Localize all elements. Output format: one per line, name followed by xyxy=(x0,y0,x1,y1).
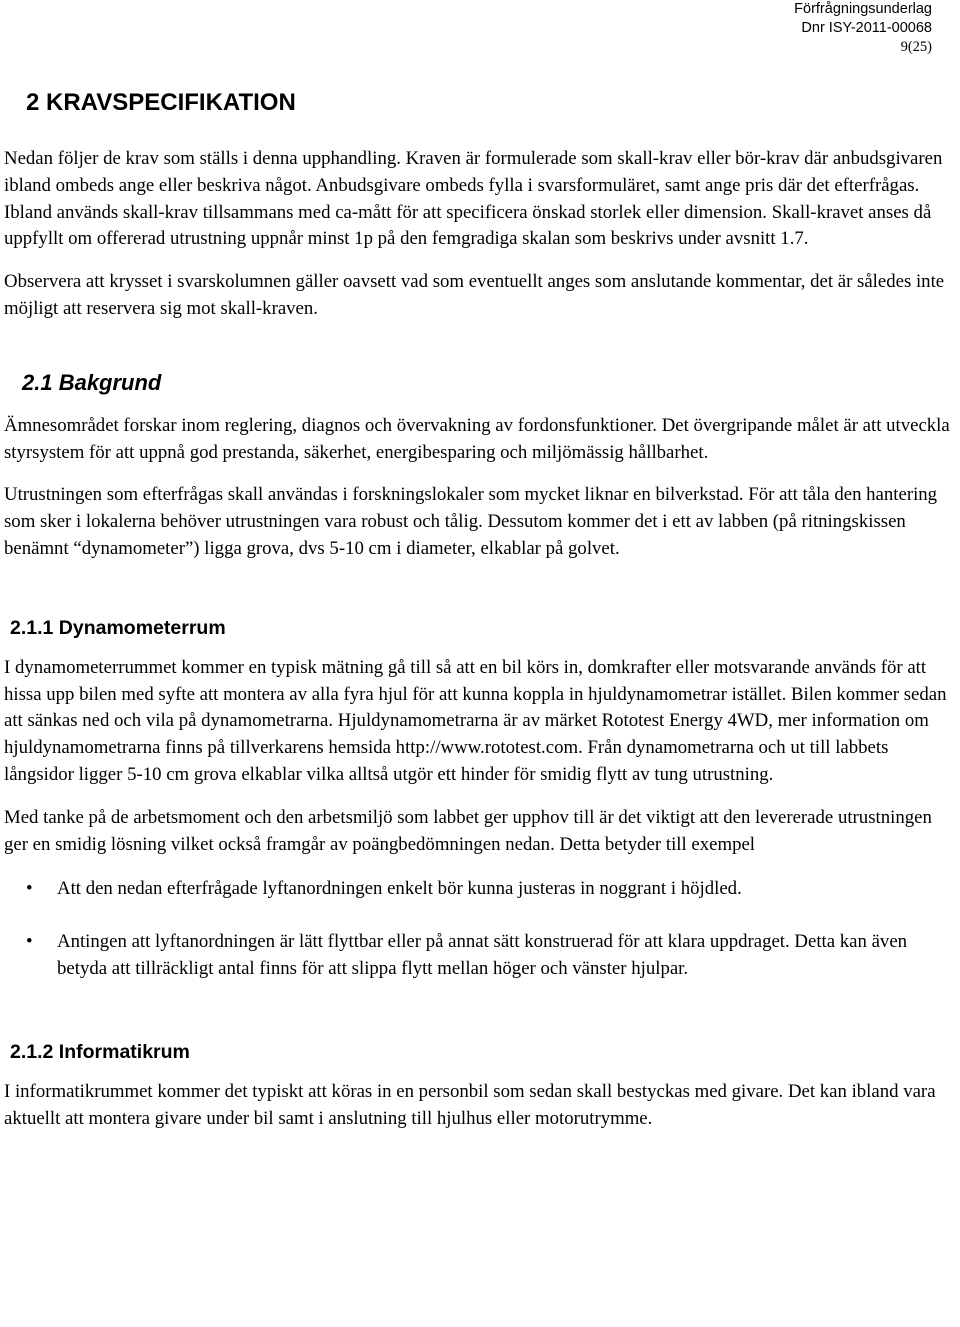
bullet-icon: • xyxy=(26,878,33,900)
list-item-text: Antingen att lyftanordningen är lätt flyttbar eller på annat sätt konstruerad för att klara uppdraget. Detta kan även betyda att tillräckligt antal finns för att slippa flytt mellan höger och vänster hjulpar. xyxy=(57,931,908,979)
section-heading: 2 KRAVSPECIFIKATION xyxy=(26,89,296,116)
subsection-heading-dynamometerrum: 2.1.1 Dynamometerrum xyxy=(10,616,226,639)
document-number: Dnr ISY-2011-00068 xyxy=(801,20,932,36)
list-item-text: Att den nedan efterfrågade lyftanordningen enkelt bör kunna justeras in noggrant i höjdled. xyxy=(57,878,742,900)
body-paragraph: I informatikrummet kommer det typiskt att köras in en personbil som sedan skall bestyckas med givare. Det kan ibland vara aktuellt att montera givare under bil samt i anslutning till hjulhus eller motorutrymme. xyxy=(4,1080,936,1129)
bullet-list xyxy=(4,876,956,982)
subsection-heading-informatikrum: 2.1.2 Informatikrum xyxy=(10,1040,190,1063)
list-item xyxy=(4,876,956,903)
document-body xyxy=(4,88,956,1132)
page-number: 9(25) xyxy=(900,39,932,55)
body-paragraph: Observera att krysset i svarskolumnen gäller oavsett vad som eventuellt anges som anslutande kommentar, det är således inte möjligt att reservera sig mot skall-kraven. xyxy=(4,271,945,319)
body-paragraph: Nedan följer de krav som ställs i denna upphandling. Kraven är formulerade som skall-krav eller bör-krav där anbudsgivaren ibland ombeds ange eller beskriva något. Anbudsgivare ombeds fylla i svarsformuläret, samt ange pris där det efterfrågas. Ibland används skall-krav tillsammans med ca-mått för att specificera önskad storlek eller dimension. Skall-kravet anses då uppfyllt om offererad utrustning uppnår minst 1p på den femgradiga skalan som beskrivs under avsnitt 1.7. xyxy=(4,148,943,250)
body-paragraph: I dynamometerrummet kommer en typisk mätning gå till så att en bil körs in, domkrafter eller motsvarande används för att hissa upp bilen med syfte att montera av alla fyra hjul för att kunna koppla in hjuldynamometrar istället. Bilen kommer sedan att sänkas ned och vila på dynamometrarna. Hjuldynamometrarna är av märket Rototest Energy 4WD, mer information om hjuldynamometrarna finns på tillverkarens hemsida http://www.rototest.com. Från dynamometrarna och ut till labbets långsidor ligger 5-10 cm grova elkablar vilka alltså utgör ett hinder för smidig flytt av tung utrustning. xyxy=(4,656,947,785)
bullet-icon: • xyxy=(26,931,33,953)
subsection-heading-bakgrund: 2.1 Bakgrund xyxy=(22,369,162,395)
body-paragraph: Utrustningen som efterfrågas skall användas i forskningslokaler som mycket liknar en bilverkstad. För att tåla den hantering som sker i lokalerna behöver utrustningen vara robust och tålig. Dessutom kommer det i ett av labben (på ritningskissen benämnt “dynamometer”) ligga grova, dvs 5-10 cm i diameter, elkablar på golvet. xyxy=(4,484,938,559)
body-paragraph: Med tanke på de arbetsmoment och den arbetsmiljö som labbet ger upphov till är det viktigt att den levererade utrustningen ger en smidig lösning vilket också framgår av poängbedömningen nedan. Detta betyder till exempel xyxy=(4,806,932,855)
document-label: Förfrågningsunderlag xyxy=(794,1,932,17)
list-item xyxy=(4,929,956,983)
page-header xyxy=(794,0,932,57)
body-paragraph: Ämnesområdet forskar inom reglering, diagnos och övervakning av fordonsfunktioner. Det övergripande målet är att utveckla styrsystem för att uppnå god prestanda, säkerhet, energibesparing och miljömässig hållbarhet. xyxy=(4,414,950,463)
